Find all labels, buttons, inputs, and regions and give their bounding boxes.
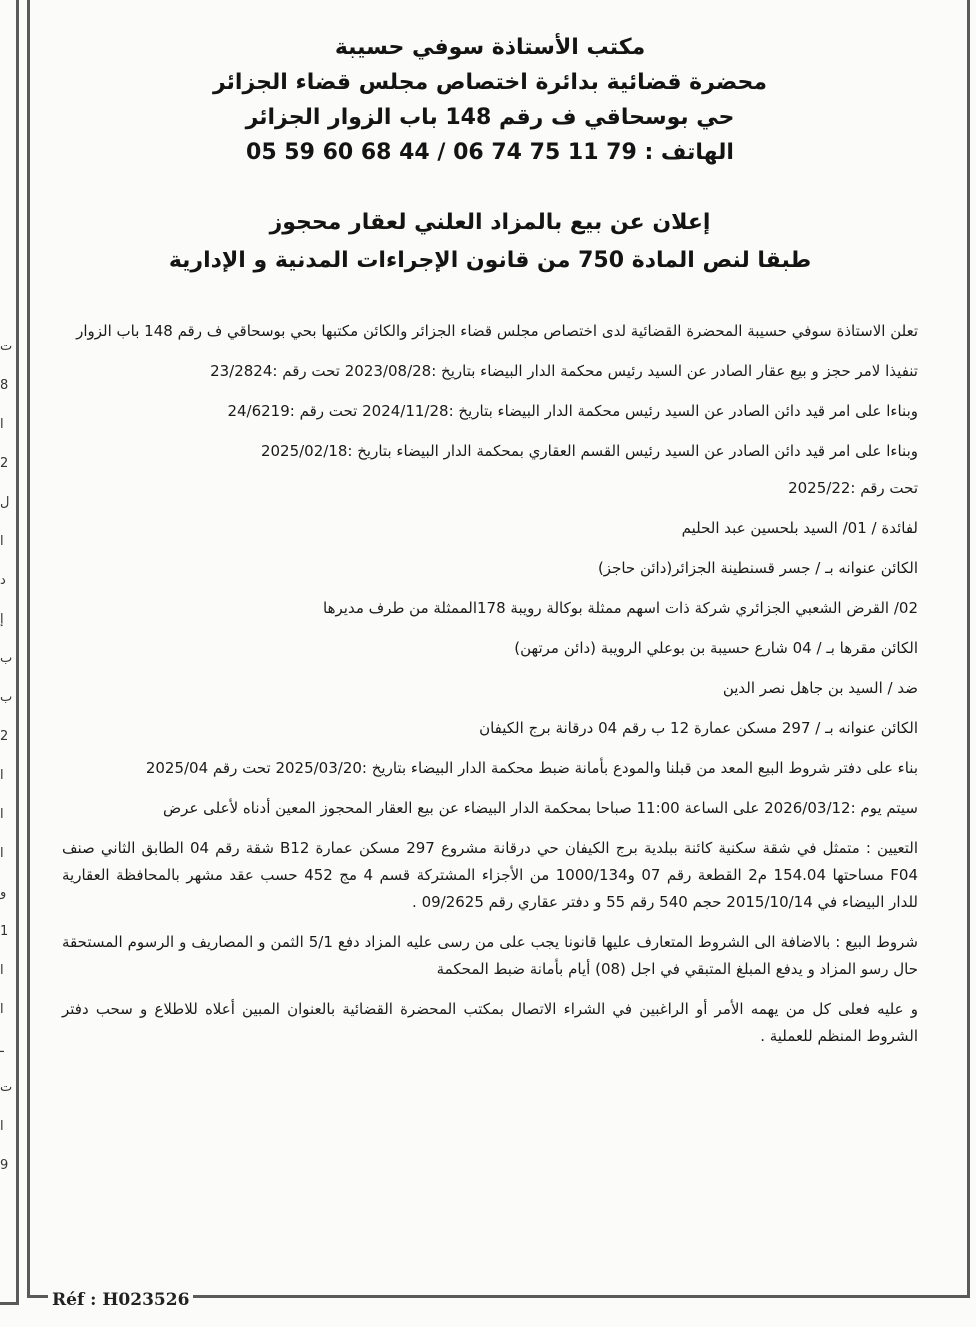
phone-line bbox=[62, 135, 918, 170]
adjacent-border-corner bbox=[0, 1302, 19, 1305]
adjacent-text-fragment: ا bbox=[0, 963, 4, 978]
paragraph-seizure-order: تنفيذا لامر حجز و بيع عقار الصادر عن السيد رئيس محكمة الدار البيضاء بتاريخ :2023/08/28 تحت رقم :23/2824 bbox=[210, 362, 918, 380]
paragraph-property-designation: التعيين : متمثل في شقة سكنية كائنة ببلدية برج الكيفان حي درقانة مشروع 297 مسكن عمارة B12 شقة رقم 04 الطابق الثاني صنف F04 مساحتها 154.04 م2 القطعة رقم 07 و1000/134 من الأجزاء المشتركة قسم 4 مج 452 حسب عقد مشهر بالمحافظة العقارية للدار البيضاء في 2015/10/14 حجم 540 رقم 55 و دفتر عقاري رقم 09/2625 . bbox=[62, 839, 918, 911]
adjacent-border-line bbox=[16, 0, 19, 1304]
paragraph-defendant-address: الكائن عنوانه بـ / 297 مسكن عمارة 12 ب رقم 04 درقانة برج الكيفان bbox=[479, 719, 918, 737]
paragraph-intro: تعلن الاستاذة سوفي حسيبة المحضرة القضائية لدى اختصاص مجلس قضاء الجزائر والكائن مكتبها بحي بوسحاقي ف رقم 148 باب الزوار bbox=[76, 322, 918, 340]
paragraph-sale-date: سيتم يوم :2026/03/12 على الساعة 11:00 صباحا بمحكمة الدار البيضاء عن بيع العقار المحجوز المعين أدناه لأعلى عرض bbox=[163, 799, 918, 817]
paragraph-sale-terms: شروط البيع : بالاضافة الى الشروط المتعارف عليها قانونا يجب على من رسى عليه المزاد دفع 5/1 الثمن و المصاريف و الرسوم المستحقة حال رسو المزاد و يدفع المبلغ المتبقي في اجل (08) أيام بأمانة ضبط المحكمة bbox=[62, 933, 918, 978]
adjacent-column-fragment bbox=[0, 0, 12, 1327]
adjacent-text-fragment: ب bbox=[0, 651, 12, 666]
paragraph-beneficiary-2: 02/ القرض الشعبي الجزائري شركة ذات اسهم ممثلة بوكالة رويبة 178الممثلة من طرف مديرها bbox=[323, 599, 918, 617]
notice-body bbox=[62, 318, 918, 1050]
adjacent-text-fragment: ل bbox=[0, 495, 10, 510]
adjacent-text-fragment: د bbox=[0, 573, 6, 588]
adjacent-text-fragment: ا bbox=[0, 1119, 4, 1134]
adjacent-text-fragment: إ bbox=[0, 612, 4, 627]
office-address: حي بوسحاقي ف رقم 148 باب الزوار الجزائر bbox=[245, 105, 735, 130]
phone-label: الهاتف : bbox=[644, 140, 734, 165]
paragraph-contact: و عليه فعلى كل من يهمه الأمر أو الراغبين في الشراء الاتصال بمكتب المحضرة القضائية بالعنوان المبين أعلاه للاطلاع و سحب دفتر الشروط المنظم للعملية . bbox=[62, 1000, 918, 1045]
adjacent-text-fragment: ا bbox=[0, 807, 4, 822]
adjacent-text-fragment: ا bbox=[0, 768, 4, 783]
adjacent-text-fragment: و bbox=[0, 885, 7, 900]
paragraph-creditor-order-2: وبناءا على امر قيد دائن الصادر عن السيد رئيس القسم العقاري بمحكمة الدار البيضاء بتاريخ :2025/02/18 bbox=[260, 442, 918, 460]
adjacent-text-fragment: 9 bbox=[0, 1158, 9, 1173]
adjacent-text-fragment: ـ bbox=[0, 1041, 4, 1056]
paragraph-creditor-order-1: وبناءا على امر قيد دائن الصادر عن السيد رئيس محكمة الدار البيضاء بتاريخ :2024/11/28 تحت رقم :24/6219 bbox=[227, 402, 918, 420]
adjacent-text-fragment: 1 bbox=[0, 924, 9, 939]
adjacent-text-fragment: ا bbox=[0, 534, 4, 549]
paragraph-conditions-book: بناء على دفتر شروط البيع المعد من قبلنا والمودع بأمانة ضبط محكمة الدار البيضاء بتاريخ :2025/03/20 تحت رقم 2025/04 bbox=[145, 759, 918, 777]
reference-number: Réf : H023526 bbox=[48, 1290, 193, 1310]
adjacent-text-fragment: 8 bbox=[0, 378, 9, 393]
notice-title bbox=[62, 204, 918, 280]
adjacent-text-fragment: 2 bbox=[0, 729, 9, 744]
adjacent-text-fragment: ت bbox=[0, 1080, 12, 1095]
adjacent-text-fragment: ا bbox=[0, 1002, 4, 1017]
paragraph-beneficiary-2-address: الكائن مقرها بـ / 04 شارع حسيبة بن بوعلي الرويبة (دائن مرتهن) bbox=[514, 639, 918, 657]
title-line-2: طبقا لنص المادة 750 من قانون الإجراءات المدنية و الإدارية bbox=[168, 248, 812, 273]
adjacent-text-fragment: ا bbox=[0, 846, 4, 861]
adjacent-text-fragment: ب bbox=[0, 690, 12, 705]
paragraph-beneficiary-1-address: الكائن عنوانه بـ / جسر قسنطينة الجزائر(دائن حاجز) bbox=[597, 559, 918, 577]
jurisdiction: محضرة قضائية بدائرة اختصاص مجلس قضاء الجزائر bbox=[212, 70, 768, 95]
adjacent-text-fragment: 2 bbox=[0, 456, 9, 471]
office-name: مكتب الأستاذة سوفي حسيبة bbox=[334, 35, 646, 60]
notice-content bbox=[62, 30, 918, 1063]
paragraph-order-number: تحت رقم :2025/22 bbox=[788, 479, 918, 497]
title-line-1: إعلان عن بيع بالمزاد العلني لعقار محجوز bbox=[269, 210, 711, 235]
paragraph-defendant: ضد / السيد بن جاهل نصر الدين bbox=[722, 679, 918, 697]
paragraph-beneficiary-1: لفائدة / 01/ السيد بلحسين عبد الحليم bbox=[681, 519, 918, 537]
adjacent-text-fragment: ا bbox=[0, 417, 4, 432]
adjacent-text-fragment: ت bbox=[0, 339, 12, 354]
phone-numbers: 05 59 60 68 44 / 06 74 75 11 79 bbox=[246, 140, 637, 165]
